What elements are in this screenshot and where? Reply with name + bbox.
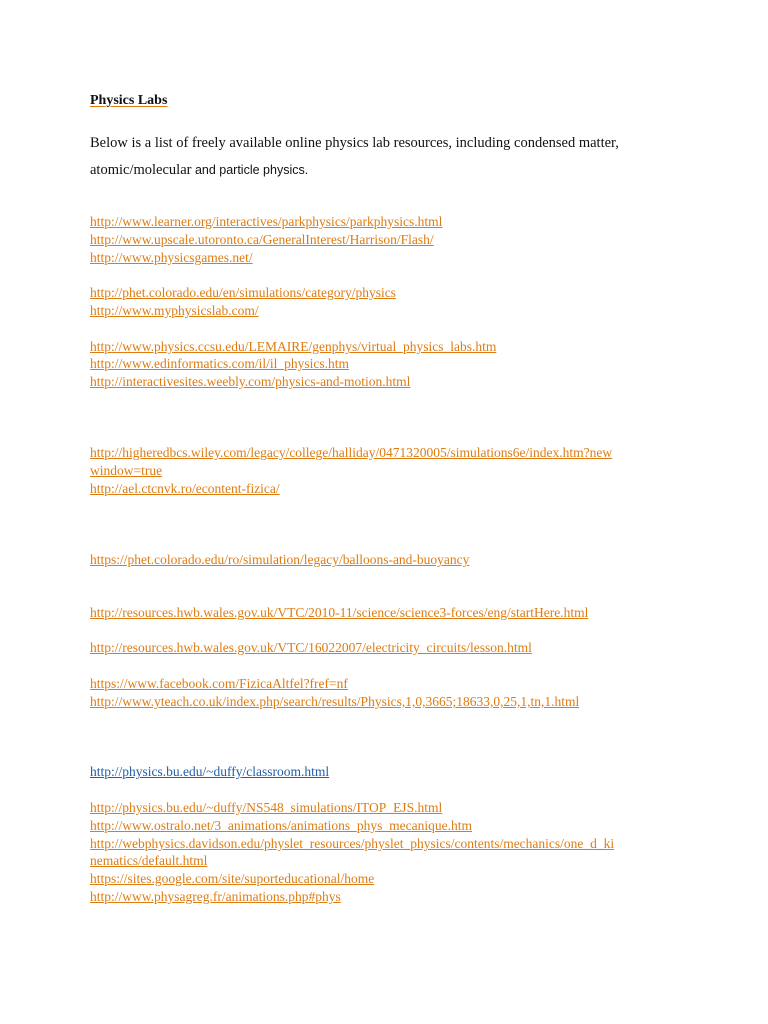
page-title: Physics Labs (90, 93, 168, 108)
link-upscale-harrison[interactable]: http://www.upscale.utoronto.ca/GeneralInterest/Harrison/Flash/ (90, 232, 434, 247)
link-facebook-fizica[interactable]: https://www.facebook.com/FizicaAltfel?fref=nf (90, 676, 348, 691)
link-myphysicslab[interactable]: http://www.myphysicslab.com/ (90, 303, 259, 318)
link-learner-parkphysics[interactable]: http://www.learner.org/interactives/parkphysics/parkphysics.html (90, 214, 443, 229)
intro-line-1: Below is a list of freely available online physics lab resources, including condensed matter, (90, 135, 619, 151)
link-physagreg[interactable]: http://www.physagreg.fr/animations.php#phys (90, 889, 341, 904)
intro-line-2-serif: atomic/molecular (90, 162, 192, 178)
link-hwb-forces[interactable]: http://resources.hwb.wales.gov.uk/VTC/2010-11/science/science3-forces/eng/startHere.html (90, 605, 589, 620)
link-phet-category-physics[interactable]: http://phet.colorado.edu/en/simulations/category/physics (90, 285, 396, 300)
link-physicsgames[interactable]: http://www.physicsgames.net/ (90, 250, 253, 265)
link-ael-fizica[interactable]: http://ael.ctcnvk.ro/econtent-fizica/ (90, 481, 280, 496)
link-ccsu-virtual-labs[interactable]: http://www.physics.ccsu.edu/LEMAIRE/genphys/virtual_physics_labs.htm (90, 339, 497, 354)
link-ostralo[interactable]: http://www.ostralo.net/3_animations/animations_phys_mecanique.htm (90, 818, 472, 833)
intro-line-2-sans: and particle physics. (191, 163, 309, 177)
link-google-sites[interactable]: https://sites.google.com/site/suporteducational/home (90, 871, 375, 886)
intro-paragraph (90, 134, 710, 152)
link-yteach[interactable]: http://www.yteach.co.uk/index.php/search/results/Physics,1,0,3665;18633,0,25,1,tn,1.html (90, 694, 580, 709)
link-duffy-classroom[interactable]: http://physics.bu.edu/~duffy/classroom.html (90, 764, 330, 779)
link-davidson-physlet[interactable]: http://webphysics.davidson.edu/physlet_resources/physlet_physics/contents/mechanics/one_d_ki (90, 836, 615, 851)
link-phet-balloons[interactable]: https://phet.colorado.edu/ro/simulation/legacy/balloons-and-buoyancy (90, 552, 470, 567)
link-edinformatics[interactable]: http://www.edinformatics.com/il/il_physics.htm (90, 356, 349, 371)
intro-paragraph-line-2 (90, 161, 710, 179)
link-interactivesites[interactable]: http://interactivesites.weebly.com/physics-and-motion.html (90, 374, 411, 389)
link-duffy-itop[interactable]: http://physics.bu.edu/~duffy/NS548_simulations/ITOP_EJS.html (90, 800, 443, 815)
link-davidson-physlet-continued[interactable]: nematics/default.html (90, 853, 208, 868)
link-hwb-circuits[interactable]: http://resources.hwb.wales.gov.uk/VTC/16022007/electricity_circuits/lesson.html (90, 640, 532, 655)
link-wiley-halliday[interactable]: http://higheredbcs.wiley.com/legacy/college/halliday/0471320005/simulations6e/index.htm?new (90, 445, 613, 460)
link-wiley-halliday-continued[interactable]: window=true (90, 463, 163, 478)
